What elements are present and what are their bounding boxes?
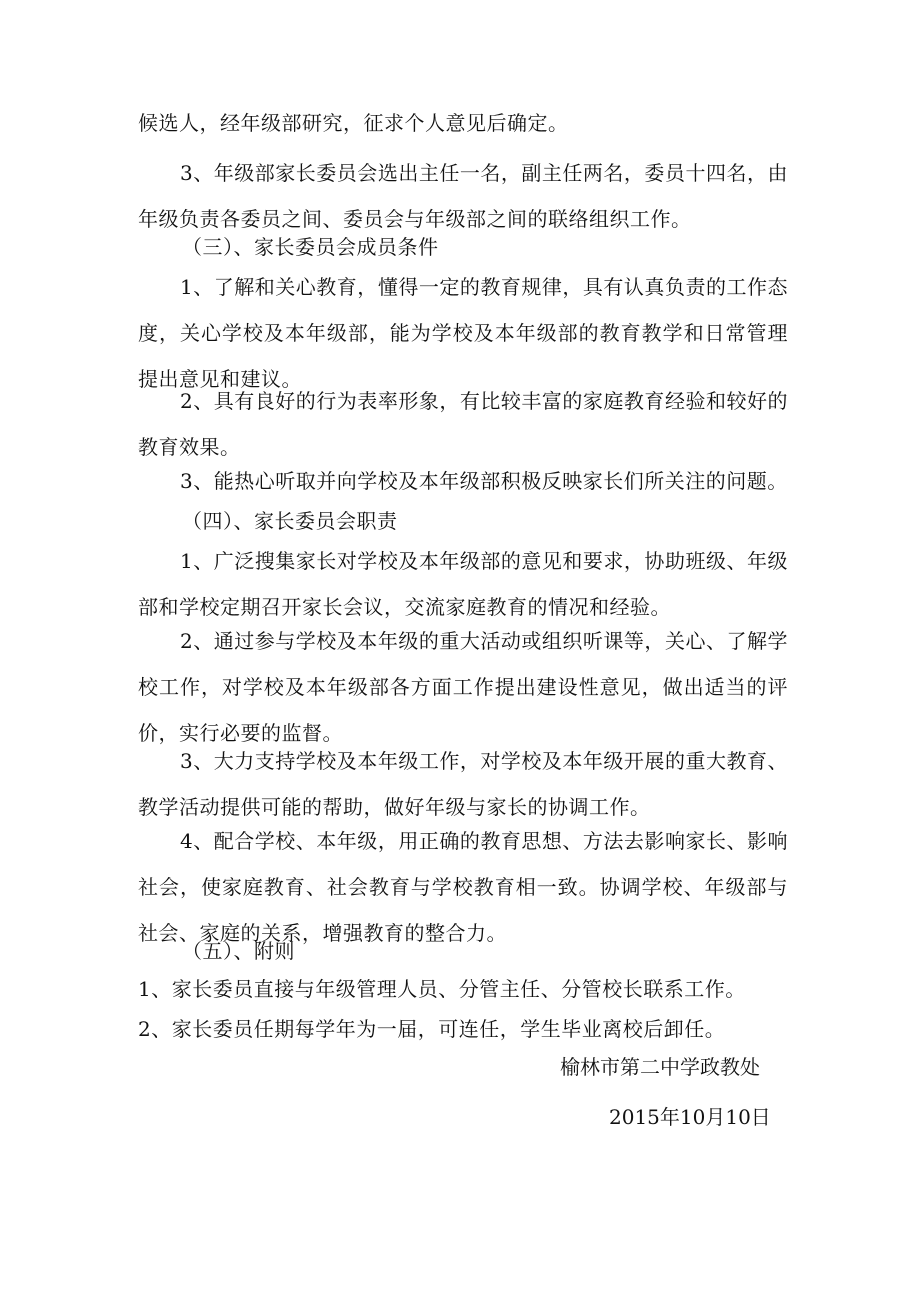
paragraph-condition-3: 3、能热心听取并向学校及本年级部积极反映家长们所关注的问题。 xyxy=(180,469,788,493)
paragraph-continuation: 候选人，经年级部研究，征求个人意见后确定。 xyxy=(138,111,569,135)
section-heading-3: （三）、家长委员会成员条件 xyxy=(182,235,439,259)
paragraph-duty-1: 1、广泛搜集家长对学校及本年级部的意见和要求，协助班级、年级部和学校定期召开家长会议，交流家庭教育的情况和经验。 xyxy=(138,549,788,619)
paragraph-appendix-2: 2、家长委员任期每学年为一届，可连任，学生毕业离校后卸任。 xyxy=(138,1017,726,1041)
signature-date: 2015年10月10日 xyxy=(609,1105,771,1129)
section-heading-4: （四）、家长委员会职责 xyxy=(182,509,398,533)
paragraph-condition-1: 1、了解和关心教育，懂得一定的教育规律，具有认真负责的工作态度，关心学校及本年级部，能为学校及本年级部的教育教学和日常管理提出意见和建议。 xyxy=(138,275,788,391)
paragraph-condition-2: 2、具有良好的行为表率形象，有比较丰富的家庭教育经验和较好的教育效果。 xyxy=(138,389,788,459)
signature-organization: 榆林市第二中学政教处 xyxy=(560,1055,760,1079)
section-heading-5: （五）、附则 xyxy=(182,939,295,963)
paragraph-duty-3: 3、大力支持学校及本年级工作，对学校及本年级开展的重大教育、教学活动提供可能的帮助，做好年级与家长的协调工作。 xyxy=(138,749,788,819)
paragraph-committee-structure: 3、年级部家长委员会选出主任一名，副主任两名，委员十四名，由年级负责各委员之间、委员会与年级部之间的联络组织工作。 xyxy=(138,161,788,231)
paragraph-duty-2: 2、通过参与学校及本年级的重大活动或组织听课等，关心、了解学校工作，对学校及本年级部各方面工作提出建设性意见，做出适当的评价，实行必要的监督。 xyxy=(138,629,788,745)
paragraph-appendix-1: 1、家长委员直接与年级管理人员、分管主任、分管校长联系工作。 xyxy=(138,977,746,1001)
paragraph-duty-4: 4、配合学校、本年级，用正确的教育思想、方法去影响家长、影响社会，使家庭教育、社会教育与学校教育相一致。协调学校、年级部与社会、家庭的关系，增强教育的整合力。 xyxy=(138,829,788,945)
